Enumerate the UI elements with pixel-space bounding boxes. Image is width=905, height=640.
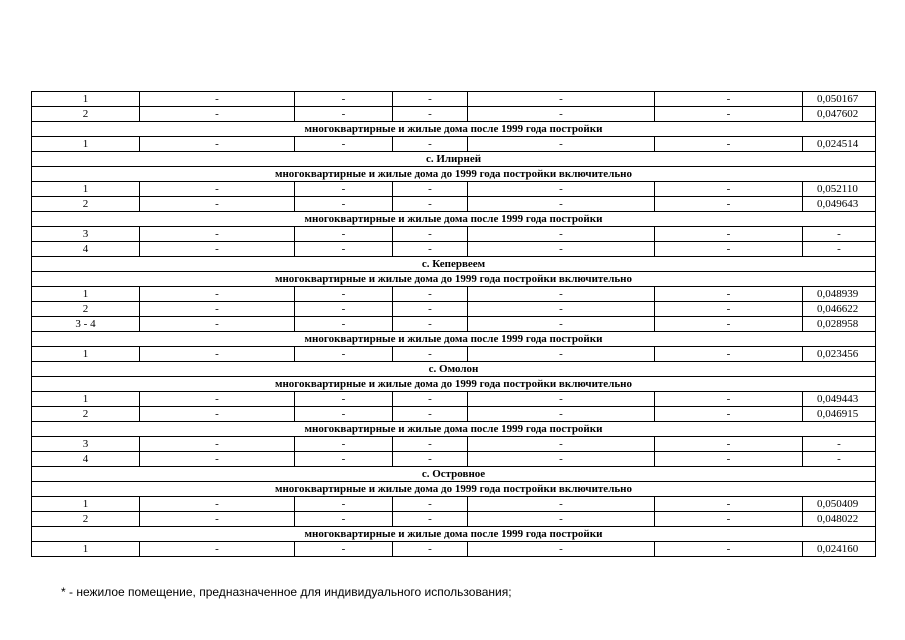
table-row — [32, 227, 876, 242]
value-cell: 0,049643 — [803, 197, 876, 212]
table-row — [32, 452, 876, 467]
table-cell: - — [295, 392, 393, 407]
table-cell: - — [295, 347, 393, 362]
section-header-row — [32, 422, 876, 437]
table-row — [32, 182, 876, 197]
section-title: многоквартирные и жилые дома после 1999 года постройки — [32, 122, 876, 137]
row-number-cell: 3 - 4 — [32, 317, 140, 332]
table-cell: - — [655, 227, 803, 242]
section-header-row — [32, 527, 876, 542]
section-title: многоквартирные и жилые дома после 1999 года постройки — [32, 332, 876, 347]
section-title: многоквартирные и жилые дома до 1999 года постройки включительно — [32, 167, 876, 182]
table-cell: - — [295, 92, 393, 107]
table-cell: - — [655, 347, 803, 362]
table-cell: - — [468, 182, 655, 197]
table-cell: - — [295, 452, 393, 467]
tariff-table — [31, 91, 876, 557]
table-cell: - — [655, 392, 803, 407]
table-cell: - — [295, 437, 393, 452]
table-cell: - — [295, 107, 393, 122]
row-number-cell: 2 — [32, 407, 140, 422]
value-cell: - — [803, 452, 876, 467]
table-cell: - — [393, 182, 468, 197]
table-row — [32, 497, 876, 512]
locality-title: с. Омолон — [32, 362, 876, 377]
table-cell: - — [295, 317, 393, 332]
table-cell: - — [393, 197, 468, 212]
table-cell: - — [655, 407, 803, 422]
table-cell: - — [295, 197, 393, 212]
table-cell: - — [655, 512, 803, 527]
table-cell: - — [393, 107, 468, 122]
section-header-row — [32, 272, 876, 287]
table-row — [32, 512, 876, 527]
table-row — [32, 242, 876, 257]
locality-header-row — [32, 257, 876, 272]
value-cell: 0,050409 — [803, 497, 876, 512]
section-header-row — [32, 167, 876, 182]
table-cell: - — [140, 137, 295, 152]
row-number-cell: 2 — [32, 302, 140, 317]
table-row — [32, 407, 876, 422]
table-cell: - — [140, 107, 295, 122]
row-number-cell: 1 — [32, 287, 140, 302]
table-cell: - — [655, 302, 803, 317]
table-cell: - — [468, 107, 655, 122]
table-cell: - — [140, 302, 295, 317]
table-cell: - — [295, 227, 393, 242]
table-cell: - — [140, 347, 295, 362]
locality-title: с. Кепервеем — [32, 257, 876, 272]
table-row — [32, 92, 876, 107]
table-cell: - — [393, 137, 468, 152]
table-cell: - — [468, 497, 655, 512]
locality-title: с. Островное — [32, 467, 876, 482]
table-cell: - — [295, 242, 393, 257]
section-title: многоквартирные и жилые дома после 1999 года постройки — [32, 527, 876, 542]
table-cell: - — [140, 227, 295, 242]
table-cell: - — [468, 437, 655, 452]
value-cell: 0,024160 — [803, 542, 876, 557]
row-number-cell: 1 — [32, 137, 140, 152]
value-cell: 0,048022 — [803, 512, 876, 527]
table-cell: - — [295, 287, 393, 302]
value-cell: 0,047602 — [803, 107, 876, 122]
row-number-cell: 2 — [32, 107, 140, 122]
table-row — [32, 287, 876, 302]
row-number-cell: 4 — [32, 452, 140, 467]
table-cell: - — [140, 392, 295, 407]
row-number-cell: 1 — [32, 497, 140, 512]
footnote: * - нежилое помещение, предназначенное для индивидуального использования; — [61, 585, 512, 599]
value-cell: 0,046915 — [803, 407, 876, 422]
table-cell: - — [655, 287, 803, 302]
table-cell: - — [393, 92, 468, 107]
table-cell: - — [655, 542, 803, 557]
row-number-cell: 1 — [32, 182, 140, 197]
row-number-cell: 1 — [32, 92, 140, 107]
locality-header-row — [32, 467, 876, 482]
locality-header-row — [32, 152, 876, 167]
table-cell: - — [468, 302, 655, 317]
table-cell: - — [393, 302, 468, 317]
table-row — [32, 107, 876, 122]
value-cell: 0,023456 — [803, 347, 876, 362]
table-cell: - — [140, 452, 295, 467]
table-cell: - — [393, 242, 468, 257]
value-cell: 0,024514 — [803, 137, 876, 152]
table-row — [32, 437, 876, 452]
value-cell: 0,028958 — [803, 317, 876, 332]
row-number-cell: 4 — [32, 242, 140, 257]
table-cell: - — [393, 512, 468, 527]
row-number-cell: 2 — [32, 512, 140, 527]
table-cell: - — [468, 407, 655, 422]
table-cell: - — [393, 317, 468, 332]
section-title: многоквартирные и жилые дома до 1999 года постройки включительно — [32, 482, 876, 497]
table-cell: - — [295, 182, 393, 197]
locality-header-row — [32, 362, 876, 377]
row-number-cell: 3 — [32, 437, 140, 452]
table-cell: - — [140, 287, 295, 302]
table-cell: - — [468, 242, 655, 257]
table-cell: - — [468, 137, 655, 152]
table-cell: - — [140, 542, 295, 557]
value-cell: 0,046622 — [803, 302, 876, 317]
value-cell: - — [803, 227, 876, 242]
section-header-row — [32, 377, 876, 392]
table-cell: - — [393, 497, 468, 512]
table-row — [32, 392, 876, 407]
table-cell: - — [655, 497, 803, 512]
table-row — [32, 302, 876, 317]
table-cell: - — [468, 227, 655, 242]
table-cell: - — [468, 317, 655, 332]
table-cell: - — [655, 197, 803, 212]
table-cell: - — [655, 242, 803, 257]
section-header-row — [32, 212, 876, 227]
table-cell: - — [655, 452, 803, 467]
table-cell: - — [140, 197, 295, 212]
table-cell: - — [295, 302, 393, 317]
table-row — [32, 347, 876, 362]
table-cell: - — [140, 437, 295, 452]
table-cell: - — [295, 137, 393, 152]
table-cell: - — [393, 287, 468, 302]
table-cell: - — [393, 452, 468, 467]
table-cell: - — [140, 317, 295, 332]
table-cell: - — [655, 317, 803, 332]
locality-title: с. Илирней — [32, 152, 876, 167]
table-cell: - — [295, 407, 393, 422]
value-cell: - — [803, 242, 876, 257]
row-number-cell: 1 — [32, 347, 140, 362]
table-cell: - — [655, 92, 803, 107]
table-cell: - — [393, 542, 468, 557]
section-header-row — [32, 122, 876, 137]
table-cell: - — [468, 92, 655, 107]
table-row — [32, 542, 876, 557]
value-cell: 0,052110 — [803, 182, 876, 197]
table-cell: - — [655, 182, 803, 197]
row-number-cell: 1 — [32, 392, 140, 407]
table-cell: - — [295, 542, 393, 557]
table-cell: - — [140, 407, 295, 422]
table-cell: - — [468, 197, 655, 212]
table-cell: - — [393, 227, 468, 242]
table-cell: - — [140, 497, 295, 512]
value-cell: 0,048939 — [803, 287, 876, 302]
table-row — [32, 137, 876, 152]
table-cell: - — [468, 392, 655, 407]
row-number-cell: 1 — [32, 542, 140, 557]
table-cell: - — [140, 512, 295, 527]
table-row — [32, 317, 876, 332]
table-cell: - — [655, 137, 803, 152]
section-header-row — [32, 482, 876, 497]
table-cell: - — [140, 242, 295, 257]
section-title: многоквартирные и жилые дома после 1999 года постройки — [32, 422, 876, 437]
table-cell: - — [468, 512, 655, 527]
table-cell: - — [655, 437, 803, 452]
table-cell: - — [295, 497, 393, 512]
table-cell: - — [393, 392, 468, 407]
table-cell: - — [468, 452, 655, 467]
section-title: многоквартирные и жилые дома до 1999 года постройки включительно — [32, 272, 876, 287]
table-cell: - — [393, 347, 468, 362]
table-cell: - — [468, 542, 655, 557]
section-header-row — [32, 332, 876, 347]
table-cell: - — [393, 407, 468, 422]
value-cell: - — [803, 437, 876, 452]
table-cell: - — [655, 107, 803, 122]
value-cell: 0,049443 — [803, 392, 876, 407]
section-title: многоквартирные и жилые дома после 1999 года постройки — [32, 212, 876, 227]
table-row — [32, 197, 876, 212]
row-number-cell: 2 — [32, 197, 140, 212]
table-cell: - — [140, 92, 295, 107]
table-cell: - — [468, 347, 655, 362]
table-cell: - — [295, 512, 393, 527]
value-cell: 0,050167 — [803, 92, 876, 107]
table-cell: - — [393, 437, 468, 452]
row-number-cell: 3 — [32, 227, 140, 242]
table-cell: - — [140, 182, 295, 197]
table-cell: - — [468, 287, 655, 302]
section-title: многоквартирные и жилые дома до 1999 года постройки включительно — [32, 377, 876, 392]
